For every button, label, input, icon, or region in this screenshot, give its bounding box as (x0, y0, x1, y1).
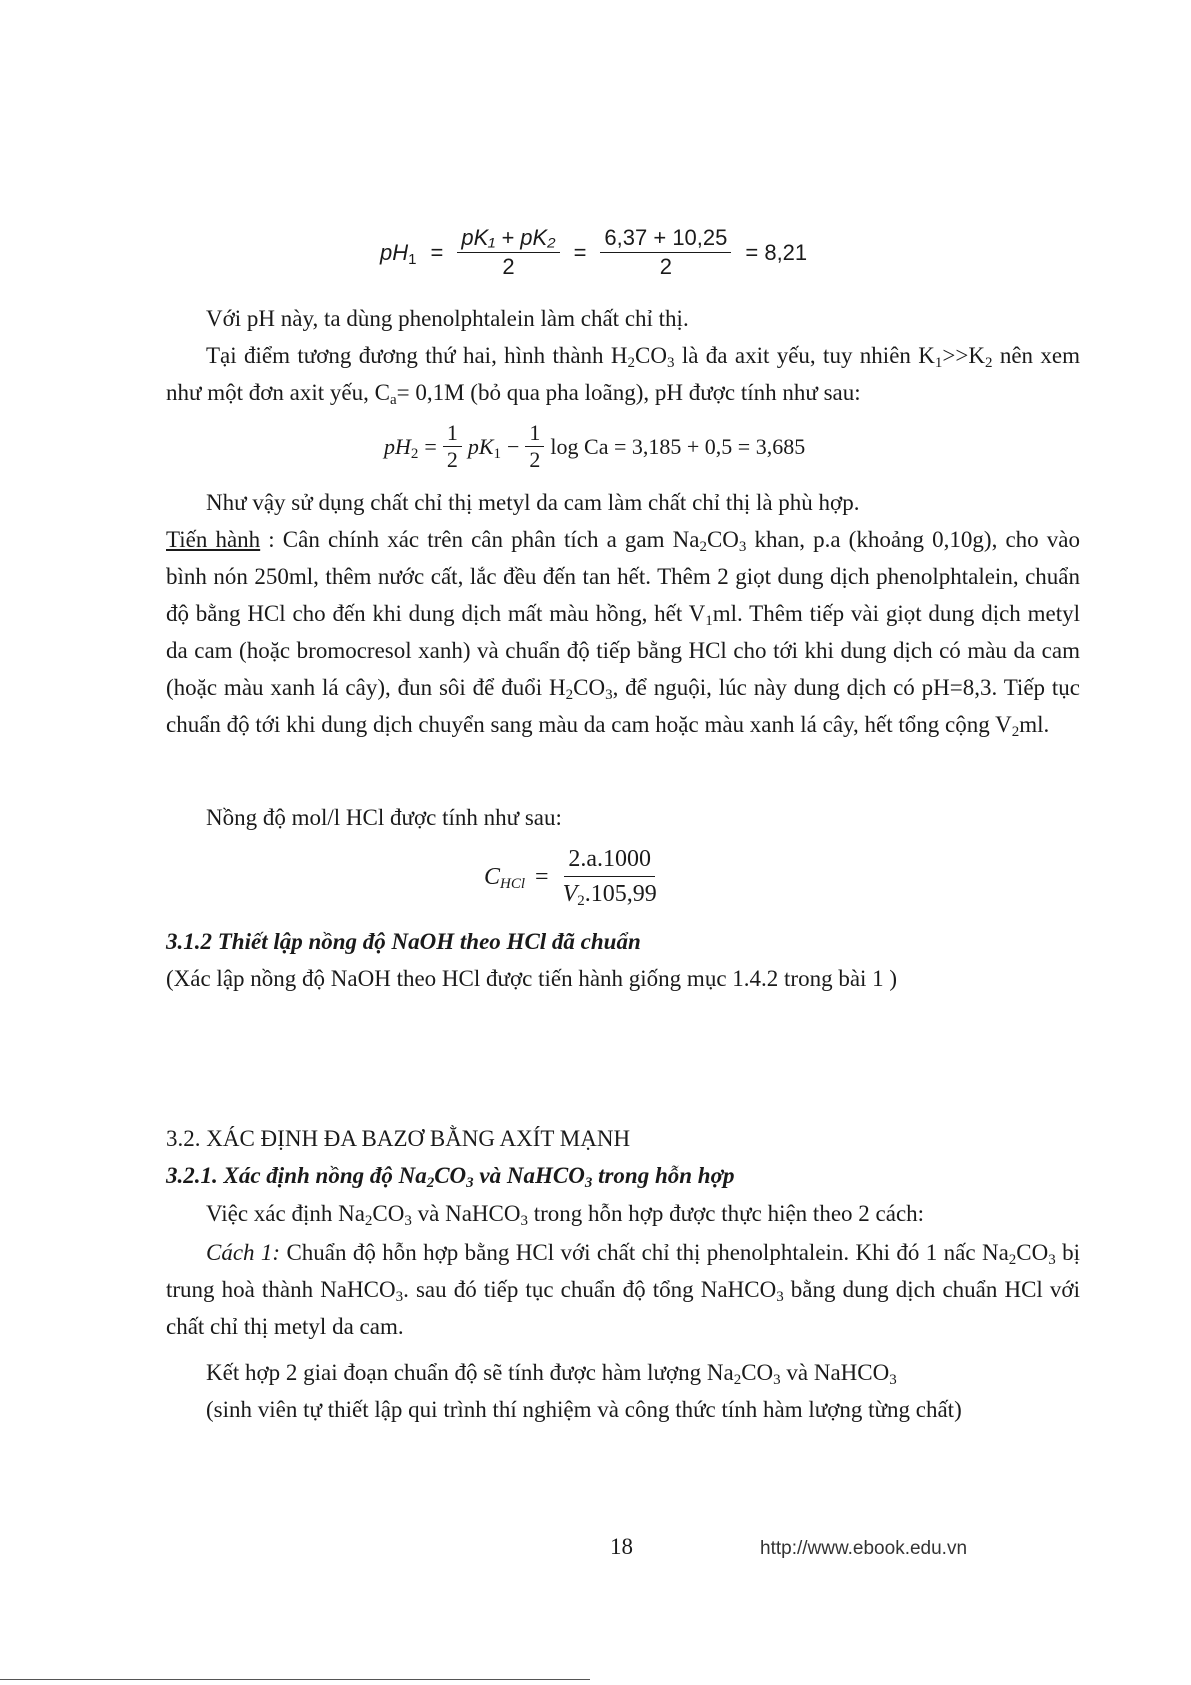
bottom-rule (0, 1679, 590, 1680)
footer-url: http://www.ebook.edu.vn (760, 1538, 968, 1559)
formula-ph2-rest: log Ca = 3,185 + 0,5 = 3,685 (550, 433, 806, 459)
page-number: 18 (610, 1534, 633, 1559)
fraction-pk-denominator: 2 (502, 254, 515, 279)
formula-ph1-lhs: pH (380, 240, 409, 265)
paragraph-combine: Kết hợp 2 giai đoạn chuẩn độ sẽ tính được hàm lượng $Na_2CO_3$ và NaHCO$_3$ (206, 1360, 897, 1388)
paragraph-indicator-conclusion: Như vậy sử dụng chất chỉ thị metyl da cam làm chất chỉ thị là phù hợp. (206, 490, 860, 515)
paragraph-second-equivalence: Tại điểm tương đương thứ hai, hình thành $H_2CO_3$ là đa axit yếu, tuy nhiên $K_1>>K_2$ nên xem như một đơn axit yếu, $C_a= 0,1M$ (bỏ qua pha loãng), pH được tính như sau: (166, 343, 1080, 408)
formula-ph1-result: = 8,21 (745, 240, 808, 265)
fraction-chcl (559, 842, 661, 911)
fraction-values-numerator: 6,37 + 10,25 (600, 224, 731, 253)
fraction-pk-numerator: pK₁ + pK₂ (457, 224, 559, 253)
heading-3-2-1: 3.2.1. Xác định nồng độ $Na_2CO_3$ và NaHCO$_3$ trong hỗn hợp (166, 1163, 735, 1191)
formula-ph1 (380, 224, 807, 281)
fraction-values-denominator: 2 (659, 254, 673, 279)
paragraph-ph-indicator: Với pH này, ta dùng phenolphtalein làm chất chỉ thị. (206, 306, 689, 331)
paragraph-hcl-concentration: Nồng độ mol/l HCl được tính như sau: (206, 805, 562, 830)
fraction-chcl-numerator: 2.a.1000 (564, 842, 655, 877)
formula-ph1-lhs-sub: 1 (408, 251, 417, 268)
heading-3-2: 3.2. XÁC ĐỊNH ĐA BAZƠ BẰNG AXÍT MẠNH (166, 1126, 631, 1151)
fraction-half: $\frac{1}{2}$ (443, 420, 462, 473)
equals-sign: = (430, 240, 444, 265)
method-1-label: Cách 1: (206, 1240, 281, 1265)
paragraph-student-note: (sinh viên tự thiết lập qui trình thí nghiệm và công thức tính hàm lượng từng chất) (206, 1397, 962, 1422)
formula-chcl: $C_{HCl}$ = $\frac{2.a.1000}{V_2.105,99}$ (484, 842, 661, 911)
fraction-chcl-denominator: $V_2.105,99$ (562, 881, 657, 909)
procedure-label: Tiến hành (166, 527, 261, 552)
fraction-half: $\frac{1}{2}$ (525, 420, 544, 473)
paragraph-method-1: Cách 1: Chuẩn độ hỗn hợp bằng HCl với chất chỉ thị phenolphtalein. Khi đó 1 nấc $Na_2CO_3$ bị trung hoà thành NaHCO$_3$. sau đó tiếp tục chuẩn độ tổng NaHCO$_3$ bằng dung dịch chuẩn HCl với chất chỉ thị metyl da cam. (166, 1240, 1081, 1339)
paragraph-procedure: Tiến hành : Cân chính xác trên cân phân tích a gam $Na_2CO_3$ khan, p.a (khoảng 0,10g), cho vào bình nón 250ml, thêm nước cất, lắc đều đến tan hết. Thêm 2 giọt dung dịch phenolphtalein, chuẩn độ bằng HCl cho đến khi dung dịch mất màu hồng, hết $V_1ml$. Thêm tiếp vài giọt dung dịch metyl da cam (hoặc bromocresol xanh) và chuẩn độ tiếp bằng HCl cho tới khi dung dịch có màu da cam (hoặc màu xanh lá cây), đun sôi để đuổi $H_2CO_3$, để nguội, lúc này dung dịch có pH=8,3. Tiếp tục chuẩn độ tới khi dung dịch chuyển sang màu da cam hoặc màu xanh lá cây, hết tổng cộng $V_2ml$. (166, 527, 1080, 740)
formula-ph2: $pH_2$ = $\frac{1}{2}$ $pK_1$ − $\frac{1}{2}$ log Ca = 3,185 + 0,5 = 3,685 (384, 420, 806, 472)
paragraph-naoh-note: (Xác lập nồng độ NaOH theo HCl được tiến hành giống mục 1.4.2 trong bài 1 ) (166, 966, 898, 991)
fraction-pk (457, 224, 559, 281)
equals-sign: = (573, 240, 587, 265)
paragraph-two-methods: Việc xác định $Na_2CO_3$ và NaHCO$_3$ trong hỗn hợp được thực hiện theo 2 cách: (206, 1201, 925, 1229)
fraction-values (600, 224, 731, 281)
heading-3-1-2: 3.1.2 Thiết lập nồng độ NaOH theo HCl đã chuẩn (166, 929, 641, 954)
